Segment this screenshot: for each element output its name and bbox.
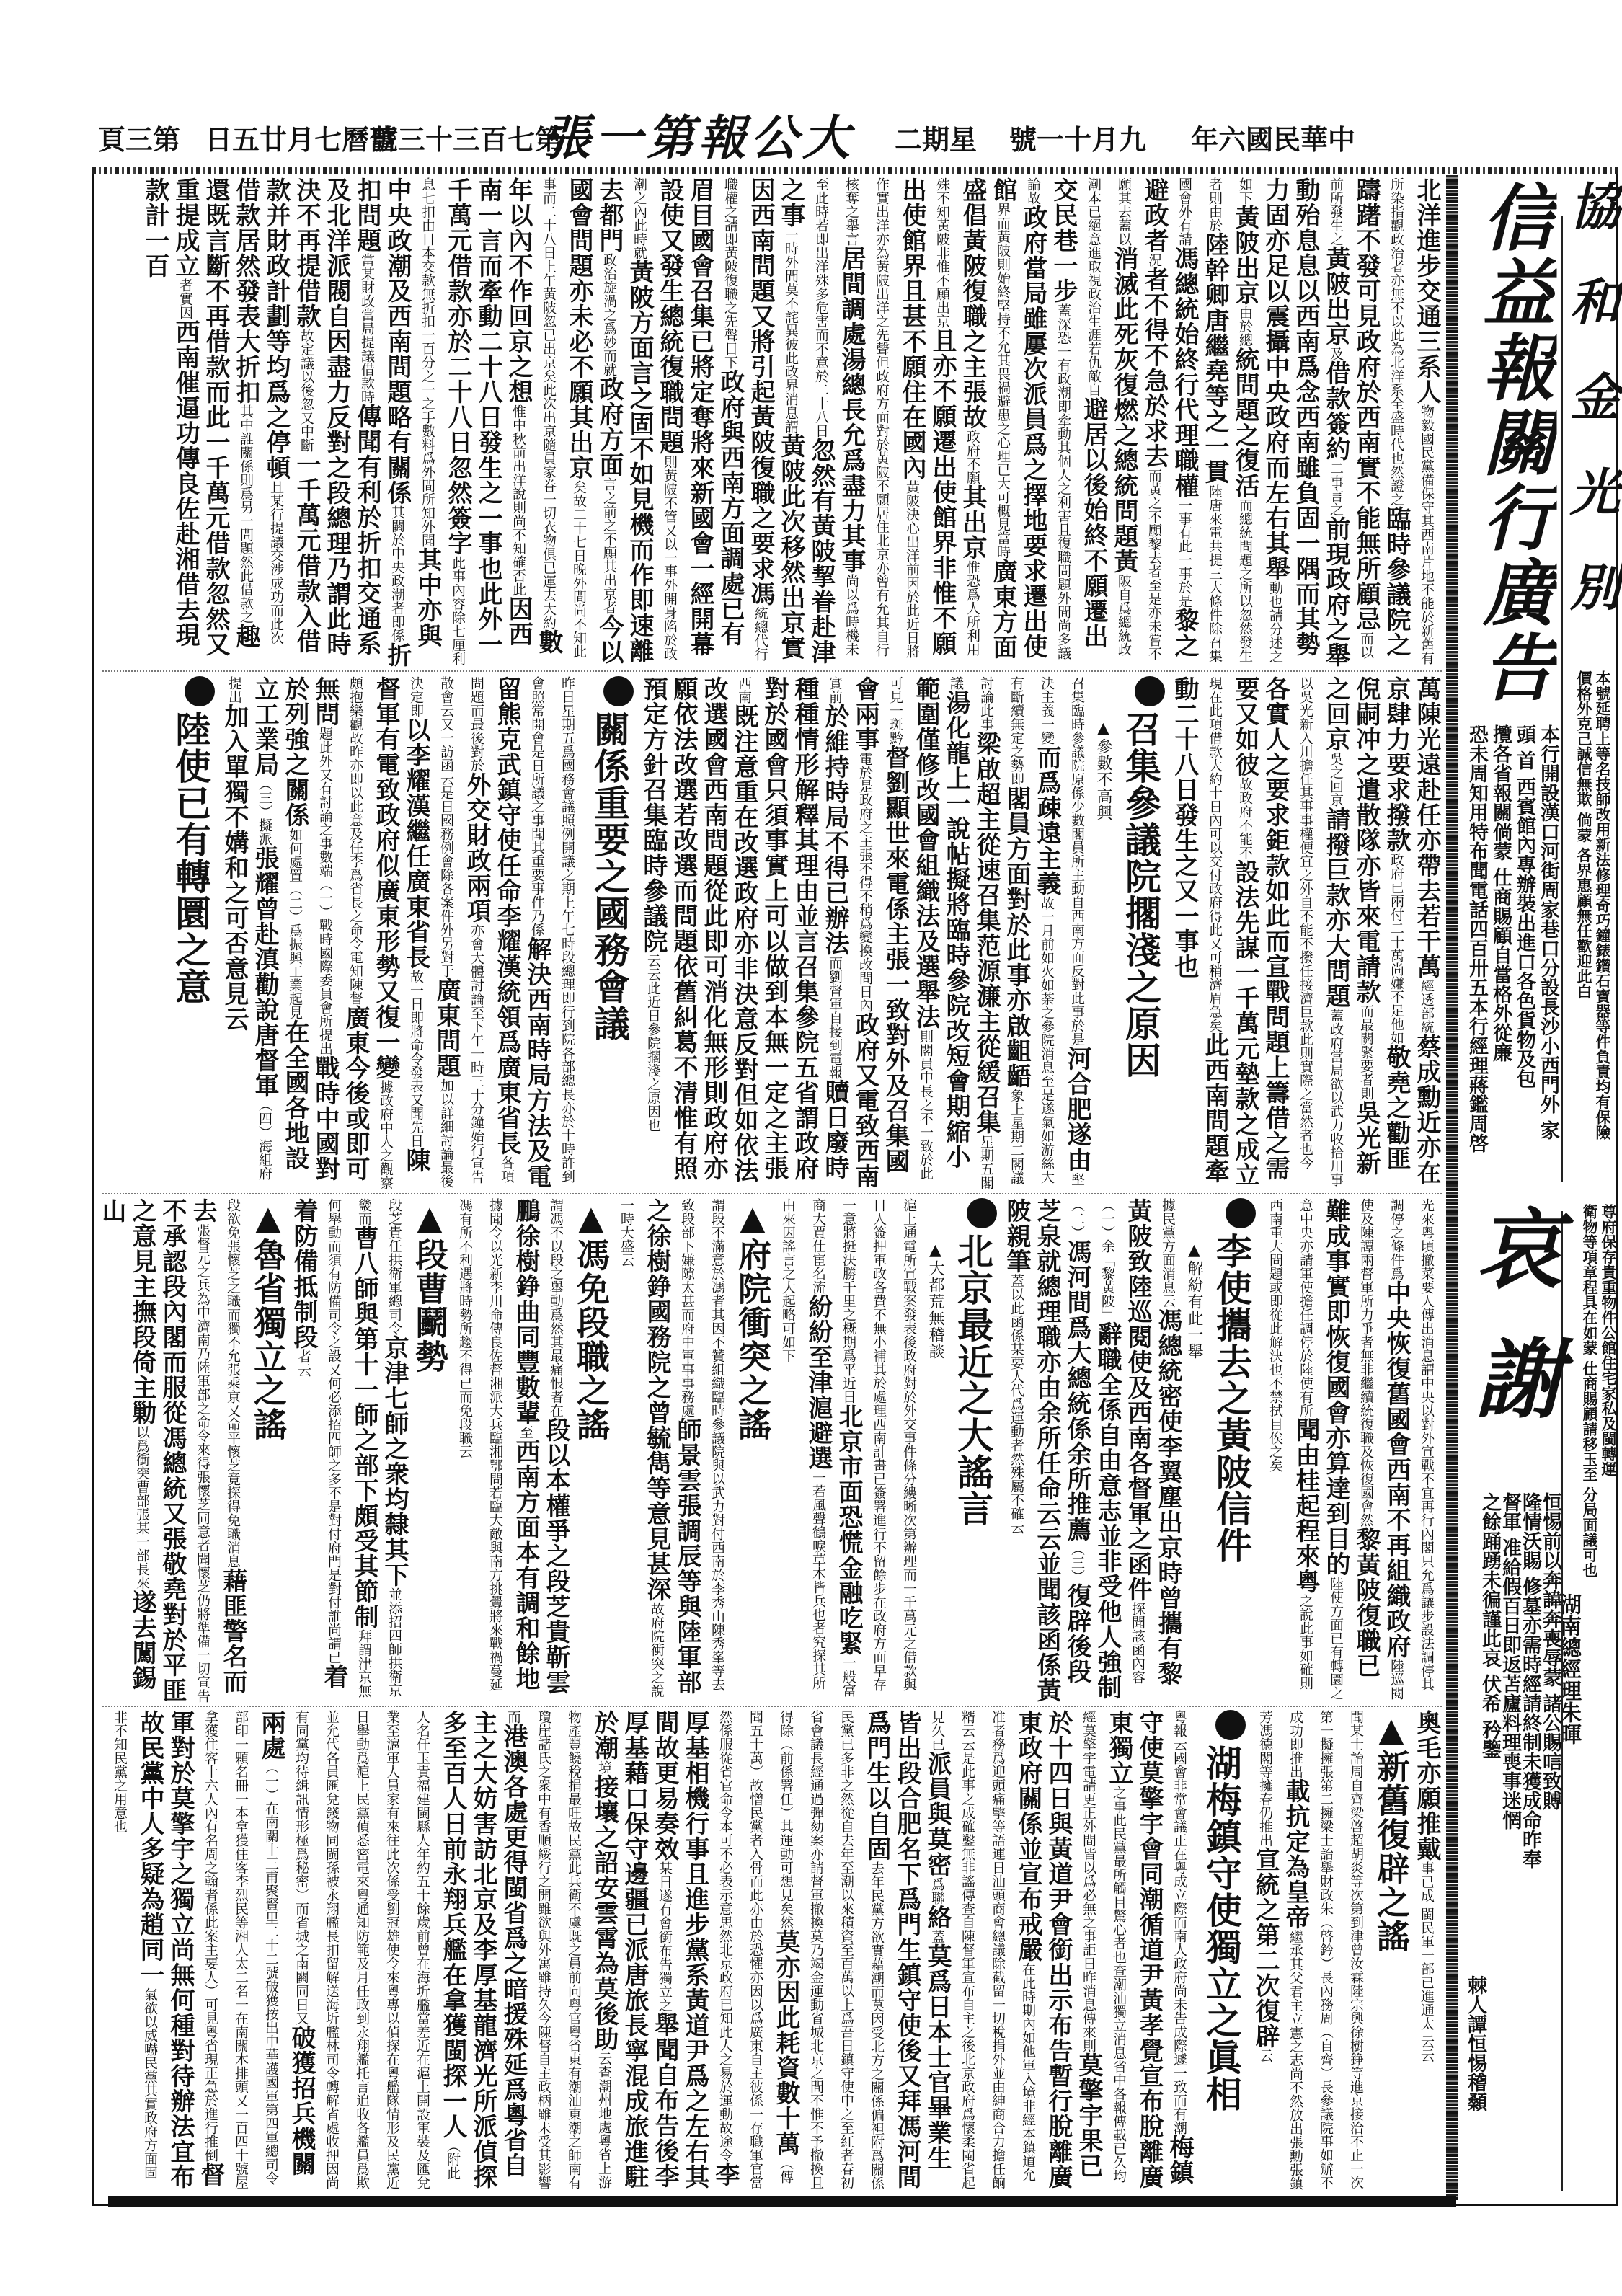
emphasized-text: 吳光新之回京 (1321, 676, 1381, 1176)
body-text: 之說此事如確則西南重大問題或即從此解決也不禁拭目俟之矣 (1267, 1198, 1313, 1690)
body-text: 且某行提議交涉成功而此次 (268, 480, 284, 644)
ad-aixie (1461, 1204, 1563, 1478)
ad-xinyi-line: 攬各省報關倘蒙 仕商賜顧自當格外從廉 (1489, 724, 1512, 1063)
body-text: 政府不願 (965, 430, 980, 484)
ad-xiehe-text: 尊府保存貴重物件公館住宅家私及閩轉運 (1600, 1204, 1618, 1476)
body-text: 各項問題而最後對於 (469, 676, 515, 1183)
body-text: 而黃之不願黎去者至是亦未嘗不願其去蓋以 (1116, 177, 1162, 660)
emphasized-text: 在全國各地設立工業局 (250, 676, 309, 1171)
body-text: 故一月前如火如荼之參院消息至是遂氣如游絲大有斷續無定之勢即 (1009, 676, 1055, 1184)
emphasized-text: 趣還既言斷不再借款而此一千萬元借款忽然又重提成立 (171, 177, 260, 657)
section-title-text: 魯省獨立之謠 (249, 1238, 288, 1441)
emphasized-text: 以李耀漢繼任廣東省長 (402, 717, 430, 970)
news-band-3 (97, 1198, 1442, 1703)
emphasized-text: 李厚基相機行事且進步黨系黃道尹爲之左右其間故更易奏效 (650, 1710, 740, 2189)
bullet-circle-icon (1135, 676, 1165, 706)
body-text: 堅決主義一變 (1039, 676, 1085, 1186)
emphasized-text: 政府與西南方面調處已有眉目國會召集已將定奪將來新國會一經開幕設使又發生總統復職問題 (655, 177, 745, 657)
body-text: 動也請分述之如下 (1237, 177, 1283, 663)
header-page-number: 第三頁 (97, 123, 180, 156)
article-headline (1199, 1710, 1246, 2191)
article (1003, 1198, 1256, 1703)
body-text: 氣欲以威嚇民黨其實政府方面固非不知民黨之用意也 (112, 1710, 158, 2179)
emphasized-text: 解決西南時局方法及電留熊克武鎮守使任命李耀漢統領爲廣東省長 (492, 676, 551, 1189)
emphasized-text: 傳聞有利於折扣交通系及北洋派閥自因盡力反對之段總理乃謂此時決不再提借款 (292, 177, 381, 657)
header-weekday: 星期二 (894, 123, 977, 156)
emphasized-text: 陸幹卿唐繼堯等之一貫 (1200, 232, 1229, 484)
article (1262, 1198, 1441, 1700)
emphasized-text: 廣東方面盛倡黃陂復職之主張故 (958, 177, 1017, 660)
body-text: 象上星期二閣議討論此事 (978, 676, 1024, 1184)
headline-text: 陸使已有轉圜之意 (169, 711, 212, 1005)
bullet-circle-icon (1215, 1710, 1246, 1740)
ad-aixie-line: 隆情沃賜 修墓亦需時經請終制未獲成命昨奉 (1519, 1492, 1541, 1869)
section-title (1371, 1710, 1412, 2191)
emphasized-text: 段以本權爭之段芝貴靳雲鵬徐樹錚曲同豐數輩 (511, 1198, 570, 1695)
body-text: （二） (1069, 1198, 1085, 1239)
body-text: 況 (1146, 253, 1162, 267)
body-text: 如何處置（二）爲振興工業起見 (287, 828, 303, 1019)
body-text: 一般富商大賈仕宦名流 (810, 1198, 856, 1697)
body-text: 及 (1328, 347, 1344, 360)
triangle-icon: ▲ (1372, 1710, 1411, 1750)
body-text: 之事此民黨最所觸目驚心者也查潮汕獨立消息省中各報傳載已久均經莫擎宇電請更正外間皆以爲必無之事詎日昨消息傳來則 (1081, 1710, 1127, 2183)
emphasized-text: 師景雲張調辰等與陸軍部之徐樹錚國務院之曾毓雋等意見甚深 (642, 1198, 701, 1695)
body-text: （一）在南關十三甫聚賢里二十二號破獲按出中華護國軍第四軍總司令部印一顆名冊一本拿獲住客李烈民等湘人太二名一在南關木排頭又一百四十號屋拿獲住客十六人內有名周之翰者係此案主要人）可見粵省現正急於進行推倒 (203, 1710, 279, 2189)
article-headline (950, 1198, 997, 1703)
body-text: 經透部統 (1419, 979, 1435, 1034)
emphasized-text: 破獲招兵機關兩處 (257, 1710, 316, 2176)
emphasized-text: 忽然有黃陂挈眷赴津之事 (776, 177, 836, 665)
header-year: 中華民國六年 (1190, 123, 1355, 156)
emphasized-text: 接壤之詔安雲霄為莫後助 (590, 1774, 619, 2052)
emphasized-text: 借款簽約 (1321, 360, 1350, 461)
section-title (409, 1198, 450, 1703)
header-issue-number: 第七百三十三號 (370, 123, 562, 156)
emphasized-text: 加入單獨不媾和之可否意見云 (220, 704, 249, 1032)
ad-aixie-title: 哀謝 (1461, 1204, 1563, 1463)
body-text: 去年民黨方欲實藉潮而莫因受北方之關係偏袒附爲關係民黨已多非之然從自去年至潮以來積資至百萬以上爲吾日鎮守使中之至紅者春初省會議長經通過彈劾案亦請督軍撤換莫乃竭金運動省城北京之間不惟不予撤換且得除（前係署任）其運動可想見矣然 (778, 1710, 885, 2190)
emphasized-text: 黎之避政者 (1140, 177, 1199, 658)
body-text: 據民黨方面消息云 (1160, 1198, 1176, 1308)
body-text: 二事言之 (1328, 461, 1344, 516)
emphasized-text: 因西南一言而牽動二十八日發生之一事也 (474, 177, 533, 647)
body-text: 據政府中人之觀察頗抱樂觀故昨亦即以此意及任李爲省長之命令電知陳督 (347, 676, 394, 1189)
bullet-circle-icon (967, 1198, 997, 1228)
bottom-border (108, 2196, 1456, 2207)
ad-xiehe-title: 協和金光別 (1561, 180, 1621, 656)
bullet-circle-icon (603, 676, 634, 706)
emphasized-text: 港澳各處更得閩省爲之暗援殊延爲粵省自主之大妨害訪北京及李厚基龍濟光所派偵探多至百人日前永翔兵艦在拿獲閩探一人 (438, 1710, 528, 2189)
body-text: 此事內容除七厘利息七扣由日本交款無折扣一百分之一之手數料爲外間所知外聞 (420, 177, 466, 665)
news-band-2 (102, 676, 1442, 1189)
body-text: 故府院衝突之說一時大盛云 (619, 1198, 665, 1698)
body-text: 探聞該函內容（一）余「黎黃陂」 (1099, 1198, 1145, 1684)
emphasized-text: 者不得不急於求去 (1140, 267, 1169, 469)
ad-separator (1561, 216, 1563, 1182)
emphasized-text: 絡 (923, 1905, 952, 1930)
body-text: 陸使方面已有轉圜之意中央亦請軍使擔任調停於陸使有所 (1298, 1198, 1344, 1700)
body-text: 繼承其父君主立憲之志尚不然放出張勳張鎮芳馮德閣等擁春仍推出 (1257, 1710, 1303, 2190)
body-text: （四）海組府提出 (226, 676, 272, 1180)
body-text: 張督元之兵為中濟南乃陸軍部之命令來得張懷芝同意者聞懷芝仍將準備一切宣告 (195, 1223, 210, 1703)
triangle-icon: ▲ (572, 1198, 611, 1238)
emphasized-text: 黃陂方面言之固不如見機而作即速離去都門 (595, 177, 654, 663)
body-text: 而以前所發生之 (1328, 177, 1374, 659)
band-separator (102, 1193, 1442, 1194)
body-text: 粵報云國會非常會議正在粵成立際而南人政府尚未告成際遽一致而有潮 (1171, 1710, 1187, 2135)
emphasized-text: 張耀曾赴滇勸說唐督軍 (250, 846, 279, 1098)
emphasized-text: 着着防備抵制段 (289, 1198, 348, 1689)
emphasized-text: 馮總統密使李翼塵出京時曾攜有黎黃陂致陸巡閱使及西南各督軍之函件 (1123, 1198, 1182, 1686)
emphasized-text: 廣東今後或即可無問 (311, 676, 370, 1182)
emphasized-text: 設法先謀一千萬元墊款之成立 (1231, 859, 1259, 1187)
emphasized-text: 前現政府之舉動殆息息以西南爲念西南雖負固一隅而其勢力固亦足以震攝中央政府而左右其舉 (1261, 177, 1350, 668)
body-text: 加以詳細討論最後決定即 (408, 676, 454, 1188)
emphasized-text: 梅鎮守使莫擎宇會同潮循道尹黃孝覺宣布脫離廣東獨立 (1104, 1710, 1194, 2189)
emphasized-text: 既注意重在改選政府亦非決意反對但如依法改選國會西南問題從此即可消化無形則政府亦願依法改選若改選而問題依舊糾葛不清惟有照預定方針召集臨時參議院 (639, 676, 758, 1183)
body-text: 一若風聲鶴唳草木皆兵也者究探其所由來因謠言之大起略可如下 (780, 1198, 826, 1690)
headline-text: 召集參議院擱淺之原因 (1120, 711, 1162, 1078)
section-title-text: 段曹鬬勢 (410, 1238, 449, 1373)
bullet-circle-icon (1226, 1198, 1256, 1228)
emphasized-text: 請撥巨款亦大問題 (1321, 807, 1350, 1009)
bullet-circle-icon (185, 676, 215, 706)
emphasized-text: 黃陂此次移然出京實因西南問題又將引起黃陂復職之要求馮 (746, 177, 805, 660)
body-text: （三） (1069, 1542, 1085, 1583)
body-text: 一時外間莫不詫異彼此政界消息謂 (783, 228, 799, 433)
emphasized-text: 蔡成勳近亦在京肆力要求撥款 (1382, 676, 1441, 1185)
emphasized-text: 復辟後段芝泉就總理職亦由余所任命云云並聞該函係黃陂親筆 (1002, 1198, 1091, 1703)
emphasized-text: 派員與莫密 (923, 1751, 952, 1877)
news-band-4 (102, 1710, 1442, 2191)
body-text: 以爲衝突曹部張某一部長來 (134, 1425, 150, 1590)
headline-text: 北京最近之大謠言 (952, 1233, 994, 1527)
ad-aixie-signature: 棘人譚恒惕稽顙 (1464, 1975, 1486, 2111)
header-date: 九月十一號 (1009, 123, 1146, 156)
body-text: 其關於中央政潮者即係 (389, 505, 405, 642)
emphasized-text: 紛紛至津滬避選 (804, 1294, 833, 1471)
emphasized-text: 督劉顯世來電係主張一致對外及召集國會兩事 (851, 676, 910, 1174)
emphasized-text: 廣東問題 (432, 978, 461, 1078)
body-text: 陸唐來電共提三大條件除召集國會外有請 (1176, 177, 1223, 662)
article (1251, 1710, 1441, 2191)
body-text: 其中誰關係則爲另一問題然此借款之 (238, 404, 254, 624)
body-text: 據聞令以光新李川命傳良佐督湘派大兵臨湘鄂問若臨大敵與南方挑釁將來戰禍蔓延馮有所不利遇將時勢所趨不得已而免段職云 (457, 1198, 503, 1691)
ad-aixie-line: 督軍 准給假百日即返苫廬料理喪事迷惘 (1499, 1492, 1521, 1830)
body-text: 電於是政府之主張不得不稍爲變換改問日內 (857, 752, 873, 1012)
ad-xiehe-manager: 湖南總經理朱暉 (1556, 1593, 1581, 1745)
body-text: 吳之回京 (1328, 752, 1344, 807)
body-text: 滬上通電所宣戰案發表後政府對於外交事件條分縷晰次第辦理而一千萬元之借款與日人簽押軍政各費不無小補其於處理西南計畫已簽署進行不留餘步在政府方面早存一意將挺決勝千里之概期爲平近日 (841, 1198, 917, 1691)
emphasized-text: 辭職全係自由意志並非受他人強制 (1093, 1321, 1122, 1700)
ad-xiehe-text: 本號延聘上等名技師改用新法修理奇巧鐘錶鑽石寶器等件負責均有保險 (1594, 670, 1612, 1140)
body-text: 蓋深恐一有政潮即牽動其個人之利害且復職問題外間尚多議論故 (1025, 177, 1071, 660)
body-text: 拜謂津京無何舉動而須有防備司令之設又何必添招四師之多不是對付府門是對付誰尚謂已 (326, 1198, 372, 1698)
body-text: 尚以爲時機未至此時若即出洋殊多危害而不意於二十八日 (813, 177, 859, 656)
ad-xinyi-body (1463, 724, 1560, 1186)
article (1171, 676, 1441, 1187)
body-text: 事已成 閩民軍一部已進通太 云云 (1419, 1861, 1435, 2062)
emphasized-text: 消滅此死灰復燃之總統問題黃 (1109, 246, 1138, 574)
ad-xiehe-text: 價格外克己誠信無欺 倘蒙 各界惠顧無任歡迎此白 (1575, 670, 1593, 999)
emphasized-text: 督軍對於莫擎宇之獨立尚無何種對待辦法宜布故民黨中人多疑為趙同一 (136, 1710, 225, 2189)
article-headline (1209, 1198, 1256, 1703)
ad-xiehe (1561, 180, 1621, 663)
article-headline (587, 676, 634, 1189)
subhead-text: 參數不高興 (1094, 738, 1112, 821)
ad-xiehe-continued (1556, 1204, 1618, 2199)
ad-xinyi-line: 頭 首 西賓館內專辦裝出進口各色貨物及包 (1513, 724, 1535, 1089)
emphasized-text: 避居以後始終不願遷出交民巷一步 (1049, 177, 1108, 649)
emphasized-text: 舉聞自布告後李厚基藉口保守邊疆已派唐旅長寧混成旅進駐於潮 (590, 1710, 679, 2189)
emphasized-text: 閣員方面對於此事亦啟齟齬 (1002, 786, 1031, 1089)
article-subhead (1183, 1241, 1205, 1703)
emphasized-text: 黃陂出京 (1231, 205, 1259, 306)
headline-text: 湖梅鎮守使獨立之眞相 (1200, 1745, 1243, 2112)
emphasized-text: 曹八師與第十一師之部下頗受其節制 (350, 1225, 378, 1629)
body-text: 政府已兩付二十萬尚嫌不足他如 (1388, 853, 1404, 1045)
body-text: 統總代行職權之請即黃陂復職之先聲目下 (722, 177, 768, 661)
ad-aixie-signature-box (1462, 1975, 1485, 2148)
body-text: 者云 (296, 1349, 311, 1377)
emphasized-text: 湯化龍上一說帖擬將臨時參院改短會期縮小範圍僅修改國會組織法及選舉法 (911, 676, 970, 1169)
emphasized-text: 而爲疎遠主義 (1032, 745, 1061, 896)
article-subhead (1092, 719, 1114, 1189)
emphasized-text: 馮河間爲大總統係余所推薦 (1063, 1239, 1091, 1542)
ad-xiehe-body (1572, 670, 1612, 1186)
body-text: 惟恐爲人所利用殊不知黃陂非惟不願出京 (934, 177, 980, 656)
article-headline (1118, 676, 1165, 1189)
emphasized-text: 其出京 (958, 484, 987, 560)
emphasized-text: 西南方面本有調和餘地 (511, 1439, 540, 1691)
headline-text: 李使攜去之黃陂信件 (1210, 1233, 1253, 1564)
article (98, 1198, 997, 1703)
body-text: 云 (1257, 2049, 1273, 2062)
header-lunar-date: 舊曆七月廿五日 (204, 123, 396, 156)
emphasized-text: 外交財政兩項 (462, 772, 491, 923)
emphasized-text: 敬堯之勸匪倪嗣冲之遣散隊亦皆來電請款 (1352, 676, 1411, 1171)
body-text: 至 (518, 1425, 533, 1439)
body-text: 謂馮不以段之舉動爲然其最痛恨者在 (548, 1198, 564, 1417)
emphasized-text: 莫亦因此耗資數十萬 (771, 1929, 800, 2156)
column-divider (1446, 174, 1458, 2200)
body-text: 星期五閣議 (948, 676, 994, 1189)
body-text: 云查潮州地處粵省上游物產豐饒稅捐最旺故民黨此兵衛不虞既之員前向粵官粵省東有潮汕東潮之師南有瓊崖諸氏之衆中有香順綏行之開雖欲與外寓雖持久今陳督自主政柄雖未受其影響而 (505, 1710, 612, 2189)
emphasized-text: 黃陂出京 (1321, 246, 1350, 347)
body-text: 則閣員中長之不一致於此可見一斑黔 (887, 676, 934, 1180)
article (221, 676, 634, 1189)
triangle-icon: ▲ (733, 1198, 772, 1238)
emphasized-text: 河合肥遂由 (1063, 1046, 1091, 1172)
triangle-icon: ▲ (249, 1198, 288, 1238)
article (639, 676, 1165, 1189)
body-text: 境 (596, 1760, 612, 1774)
body-text: 聞某士詒周自齊梁啓超胡炎等次第到津曾汝霖陸宗興徐樹錚等進京接洽不止一次第一擬擁張第二擁梁士詒舉財政朱（啓鈐）長內務周（自齊）長參議院事如辦不成功即推出 (1288, 1710, 1364, 2189)
body-text: 界而黃陂則始終堅持不允其畏禍避患之心理已大可概見當時 (995, 203, 1011, 559)
ad-xiehe-text: 衛物等項章程具在如蒙 仕商賜顧請移玉至 分局面議可也 (1581, 1204, 1599, 1578)
body-text: 實前 (827, 676, 843, 704)
emphasized-text: 京津七師之衆均隸其下 (380, 1335, 409, 1587)
emphasized-text: 此外一千萬元借款亦於二十八日忽然簽字 (443, 177, 502, 657)
body-text: 段欲免張懷芝之職而獨不允張乘京又命平懷芝竟探得免職消息 (225, 1198, 241, 1568)
emphasized-text: 其中亦與中央政潮及西南問題略有關係 (383, 177, 442, 648)
emphasized-text: 於維持時局不得已辦法 (820, 704, 849, 956)
emphasized-text: 北京市面恐慌金融吃緊 (834, 1404, 863, 1656)
body-text: 惟中秋前出洋說則尚不知確否此 (510, 404, 526, 596)
emphasized-text: 折扣問題 (353, 177, 412, 668)
body-text: 一事有此一事於是 (1176, 498, 1192, 608)
section-title-text: 新舊復辟之謠 (1372, 1750, 1411, 1953)
emphasized-text: 萬陳光遠赴任亦帶去若干萬 (1412, 676, 1441, 979)
article-headline (168, 676, 215, 1189)
article (168, 676, 215, 1189)
emphasized-text: 數年以內不作回京之想 (504, 177, 563, 655)
body-text: 故定議以後忽又中斷 (298, 329, 314, 452)
body-text: 矣故二十七日晚外間尚不知此事而二十八日上午黃陂忽已出京矣此次出京隨員家眷一切衣物俱已運去大約 (541, 177, 587, 658)
emphasized-text: 戰時中國對於列強之關係 (280, 676, 340, 1182)
emphasized-text: 遂去闖錫山 (97, 1198, 156, 1690)
section-title-text: 馮免段職之謠 (572, 1238, 611, 1441)
emphasized-text: 居間調處湯總長允爲盡力其事 (837, 246, 866, 574)
emphasized-text: 不承認段內閣而服從馮總統又張敬堯對於平匪之意見主撫段倚主勦 (128, 1198, 187, 1703)
newspaper-masthead: 大公報第一張 (543, 109, 854, 166)
emphasized-text: 聞由桂起程來粵 (1291, 1417, 1320, 1594)
top-border-ornament (92, 167, 1618, 174)
body-text: 當某財政當局提議借款時 (359, 253, 375, 404)
body-text: 故政府不能不 (1237, 777, 1253, 859)
ad-aixie-body (1478, 1492, 1560, 1954)
emphasized-text: 黎黃陂復職已難成事實即恢復國會亦算達到目的 (1321, 1198, 1381, 1678)
body-text: 題此外又有討論之事數端（一）戰時國際委員會所提出 (317, 727, 333, 1055)
emphasized-text: 梁啟超主從速召集范源濂主從緩召集 (972, 731, 1001, 1135)
triangle-icon: ▲ (1094, 719, 1112, 738)
ad-aixie-line: 之餘踊踴未徧謹此哀 伏希 矜鑒 (1479, 1492, 1501, 1759)
subhead-text: 解紛有此一舉 (1185, 1260, 1203, 1360)
body-text: 爲聯 (929, 1877, 945, 1905)
emphasized-text: 莫擎宇果已於十四日與黃道尹會銜出示布告暫行脫離廣東政府關係並宣布戒嚴 (1014, 1710, 1103, 2189)
headline-text: 關係重要之國務會議 (588, 711, 631, 1042)
emphasized-text: 贖日廢時種種情形解釋其理由並言召集參院五省謂政府對於國會只須事實上可以做到本無一定之主張 (760, 676, 849, 1181)
body-text: （附此人名仟玉貴福建閩縣人年約五十餘歲前曾在海圻艦當差近在滬上開設軍裝及匯兌業至滬軍人員家有來往此次係受劉冠雄使令來粵專以偵探在粵艦隊情形及民黨近日舉動爲滬上民黨偵悉密電來粵通知防範及月任政到永翔艦托言追收各艦員爲欺並允代各員匯兌錢物同閩孫被永翔艦長扣留解送海圻艦林司令轉解省處收押因尚有同黨均待緝訊情形極爲秘密）而省城之南關同日又 (293, 1710, 461, 2189)
ad-xinyi-line: 本行開設漢口河街周家巷口分設長沙小西門外 家 (1537, 724, 1559, 1140)
body-text: 陂自爲總統政潮本已絕意進取視政治生涯若仇敵自 (1086, 177, 1132, 656)
body-text: 在此時期內如他軍入境非經本鎮道允准者務爲迎頭痛擊等語連日汕頭商會總議除截留一切稅捐外並由紳商合力擔任餉糈云云是此事之成確鑿無非謠傳查自陳督軍宣布自主之後北京政府爲懷柔閩省起見久已 (929, 1710, 1036, 2189)
body-text: 某日遂有會銜布告獨立之 (657, 1861, 673, 2012)
emphasized-text: 且亦不願遷出使館界非惟不願出使館界且甚不願住在國內 (898, 177, 957, 656)
ad-aixie-line: 恒惕前以奔諱奔喪辱蒙 諸公賜唁致賻 (1539, 1492, 1561, 1811)
body-text: 而最關緊要者則 (1358, 1004, 1374, 1100)
triangle-icon: ▲ (926, 1241, 944, 1260)
body-text: （傳聞五十萬）故憎民黨者入骨而此亦由於恐懼亦因以爲廣東自主彼係一存職軍官當然係服從省官命令本可不必表示意思然北京政府已知此人之易於運動故途令 (717, 1710, 794, 2189)
body-text: （三）擬派 (257, 777, 272, 846)
body-text: 蓋政府當局欲以武力收拾川事以吳光新入川擔任其事事權便宜之外自不能不撥任接濟巨款此則實際之當然者也今 (1298, 676, 1344, 1187)
body-text: 光來粵頃撤菜要人傳出消息謂中央以對外宣戰不宜再行內閣只允爲讓步設法調停其調停之條件爲 (1388, 1198, 1435, 1691)
ad-xinyi-title: 信益報關行廣告 (1471, 180, 1556, 705)
emphasized-text: 中央恢復舊國會西南不再組織政府 (1382, 1280, 1411, 1659)
section-title (732, 1198, 773, 1703)
emphasized-text: 政府又電致西南 (851, 1012, 879, 1189)
body-text: 由於總 (1237, 306, 1253, 347)
article (141, 177, 1441, 668)
emphasized-text: 北洋進步交通三系人 (1412, 177, 1441, 404)
article (106, 1710, 1246, 2191)
section-title (248, 1198, 288, 1703)
article-subhead (924, 1241, 946, 1703)
section-title-text: 府院衝突之謠 (733, 1238, 772, 1441)
emphasized-text: 藉匪警名而去 (188, 1198, 247, 1694)
body-text: 者實因 (177, 278, 193, 319)
body-text: 召集臨時參議院原係少數閣員所主動自西南方面反對此事於是 (1069, 676, 1085, 1046)
body-text: 則黃陂不管又以一事外開身陷於政潮之內此時就 (631, 177, 678, 660)
emphasized-text: 政府當局雖屢次派員爲之擇地要求遷出使館 (988, 177, 1047, 659)
body-text: 亦會大體討論至下午一時三十分鐘始行宣告散會云又一訪函云是日國務例會除各案件外另對于 (438, 676, 484, 1184)
body-text: 言之前之不願其出京者 (601, 477, 617, 614)
body-text: 段芝貴任拱衛軍總司令 (386, 1198, 402, 1335)
ad-xinyi (1463, 180, 1560, 714)
emphasized-text: 莫爲日本士官畢業生皆出段合肥名下爲門生鎮守使後又拜馮河間爲門生以自固 (862, 1710, 952, 2189)
triangle-icon: ▲ (1185, 1241, 1203, 1260)
emphasized-text: 奧毛亦願推戴 (1412, 1710, 1441, 1861)
body-text: 政治旋渦之爲妙而就 (601, 253, 617, 376)
body-text: 故一日即將命令發表又聞先日 (408, 970, 424, 1148)
section-title (571, 1198, 611, 1703)
emphasized-text: 載抗定為皇帝 (1281, 1778, 1310, 1930)
emphasized-text: 借款居然發表大折扣 (231, 177, 260, 404)
ad-xinyi-line: 恐未周知用特布聞電話四百卅五本行經理蔣鑑周啓 (1466, 724, 1488, 1153)
emphasized-text: 西南催逼功傳良佐赴湘借去現款計一百 (141, 177, 200, 647)
body-text: 云云此近日參院擱淺之原因也 (645, 954, 661, 1132)
news-band-1 (102, 177, 1442, 668)
emphasized-text: 一千萬元借款入借款并財政計劃等均爲之停頓 (262, 177, 321, 654)
emphasized-text: 馮總統始終行代理職權 (1170, 246, 1199, 498)
body-text: 陸巡閱使及陳譚兩督軍所力爭者無非繼續統復職及恢復國會然 (1358, 1198, 1404, 1700)
body-text: 而總統問題之所以忽然發生者則由於 (1207, 177, 1253, 662)
body-text: 蓋以此函係某要人代爲運動者然殊屬不確云 (1009, 1274, 1024, 1534)
body-text: 蓋 (929, 1930, 945, 1943)
band-separator (102, 670, 1442, 672)
emphasized-text: 政府方面 (595, 376, 624, 477)
band-separator (102, 1706, 1442, 1707)
triangle-icon: ▲ (410, 1198, 449, 1238)
body-text: 而劉督軍自接到電報 (827, 956, 843, 1079)
emphasized-text: 臨時參議院之躊躇不發可見政府於西南實不能無所顧忌 (1352, 177, 1411, 657)
body-text: 並添招四師拱衛京畿而 (356, 1198, 402, 1697)
emphasized-text: 統問題之復活 (1231, 347, 1259, 498)
subhead-text: 大都荒無稽談 (926, 1260, 944, 1360)
emphasized-text: 今以國會問題亦未必不願其出京 (564, 177, 624, 665)
emphasized-text: 此西南問題牽動二十八日發生之又一事也 (1170, 676, 1229, 1184)
body-text: 昨日星期五爲國務會議照例開議之期上午七時段總理即行到院各部總長亦於十時許到會照常開會是日所議之事聞其重要事件乃係 (529, 676, 575, 1183)
emphasized-text: 宣統之第二次復辟 (1251, 1847, 1280, 2049)
emphasized-text: 各實人之要求鉅款如此而宣戰問題上籌借之需要又如彼 (1231, 676, 1290, 1181)
body-text: 西南 (736, 676, 752, 704)
emphasized-text: 陳督軍有電致政府似廣東形勢又復一變 (371, 676, 430, 1173)
body-text: 黃陂決心出洋前因於此近日將作實出洋亦為黃陂出洋之先聲但政府方面對於黃陂不願居住北京亦曾有允其自行核奪之舉言 (843, 177, 920, 658)
body-text: 謂段不滿意於馮者其因不贊組織臨時參議院與以武力對付西南於李秀山陳秀峯等去致段部下嫌隙太甚而府中軍事事務處 (679, 1198, 725, 1691)
body-text: 現在此項借款大約十日內可以交付政府得此又可稍濟眉急矣 (1207, 676, 1223, 1032)
body-text: 物毅國民黨備保守其西南片地不能於新舊有所染指觀政治者亦無不以此為北洋系全盛時代也然證之 (1388, 177, 1435, 665)
